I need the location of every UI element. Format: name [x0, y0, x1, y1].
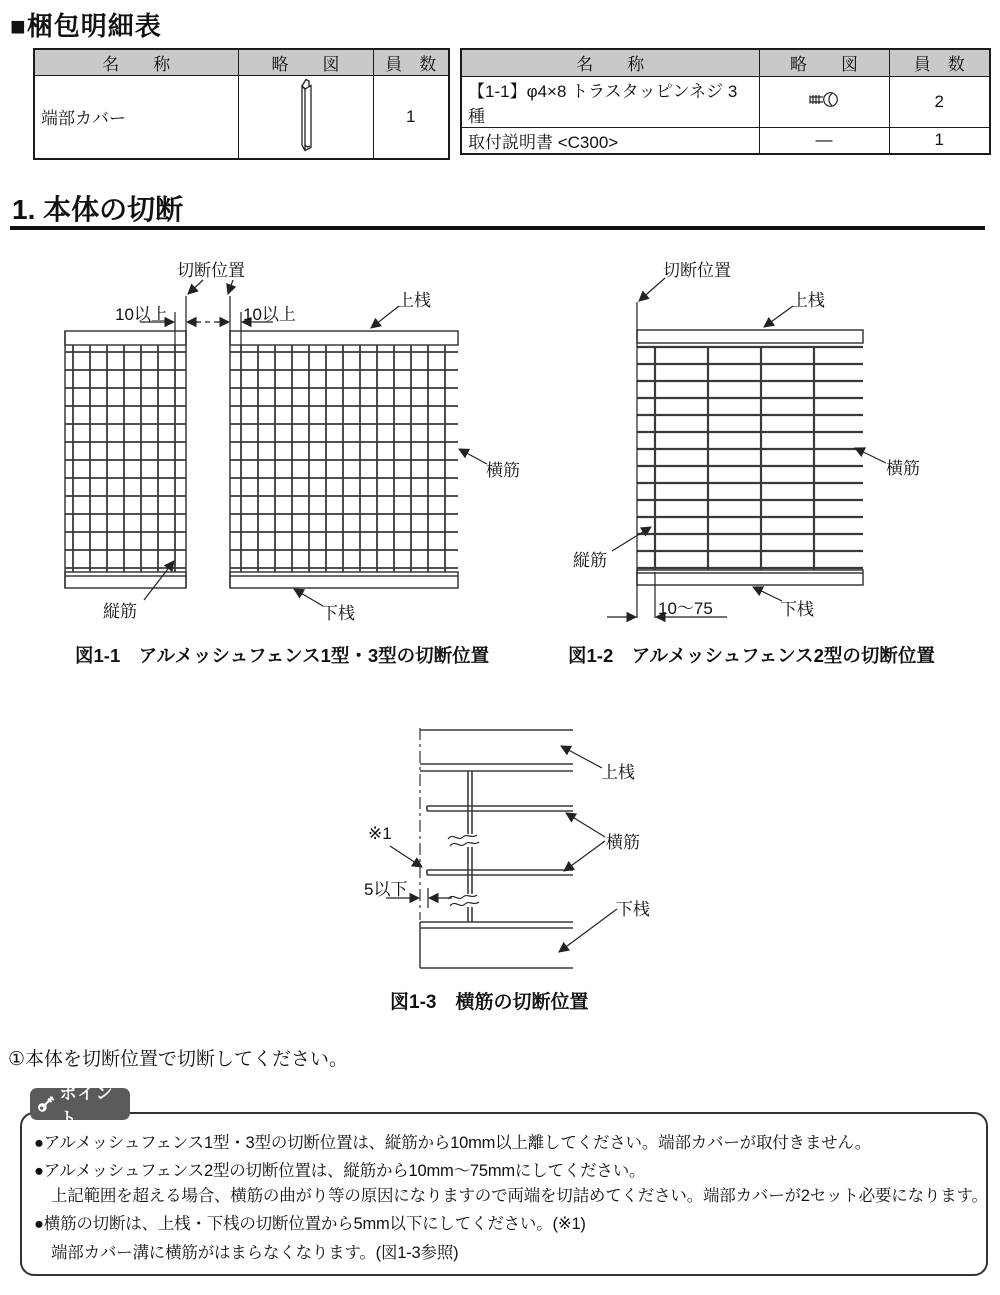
fig12-rails	[637, 330, 863, 585]
point-item: ●アルメッシュフェンス2型の切断位置は、縦筋から10mm〜75mmにしてください。	[34, 1162, 646, 1180]
fig13-label-note-ref: ※1	[368, 824, 392, 843]
fig13-top-rail	[420, 730, 573, 771]
point-box	[20, 1112, 988, 1276]
screw-sketch-cell	[759, 76, 889, 127]
fig11-label-vertical-wire: 縦筋	[103, 602, 137, 621]
fig11-right-mesh	[230, 345, 458, 572]
fig11-label-dim-right: 10以上	[243, 305, 296, 324]
fig12-label-vertical-wire: 縦筋	[573, 551, 607, 570]
table-row	[34, 76, 449, 159]
fig11-left-mesh	[65, 345, 186, 572]
fig13-label-bottom-rail: 下桟	[616, 900, 650, 919]
fig12-leaders	[612, 278, 886, 601]
figure-1-2	[555, 250, 975, 670]
table-header-row	[461, 49, 990, 76]
fig12-mesh	[637, 347, 863, 570]
screw-icon	[807, 91, 841, 108]
part-name: 【1-1】φ4×8 トラスタッピンネジ 3 種	[461, 76, 759, 127]
point-item: 上記範囲を超える場合、横筋の曲がり等の原因になりますので両端を切詰めてください。端部カバーが2セット必要になります。	[51, 1187, 988, 1205]
fig11-label-top-rail: 上桟	[397, 291, 431, 310]
col-header-sketch: 略 図	[759, 49, 889, 76]
fig13-label-dim: 5以下	[364, 880, 408, 899]
packing-table-right	[460, 48, 991, 155]
page-title: ■梱包明細表	[10, 11, 162, 41]
point-item: ●横筋の切断は、上桟・下桟の切断位置から5mm以下にしてください。(※1)	[34, 1215, 586, 1233]
fig12-label-cut-position: 切断位置	[663, 261, 731, 280]
fig12-label-horizontal-wire: 横筋	[886, 459, 920, 478]
figure-1-2-caption: 図1-2 アルメッシュフェンス2型の切断位置	[568, 645, 935, 666]
fig11-leaders	[144, 280, 487, 606]
part-qty: 2	[889, 76, 990, 127]
key-icon	[36, 1094, 56, 1114]
table-row	[461, 127, 990, 154]
col-header-sketch: 略 図	[238, 49, 373, 76]
col-header-qty: 員 数	[373, 49, 449, 76]
fig11-label-bottom-rail: 下桟	[321, 604, 355, 623]
point-tab	[30, 1084, 130, 1128]
table-header-row	[34, 49, 449, 76]
table-row	[461, 76, 990, 127]
point-item: ●アルメッシュフェンス1型・3型の切断位置は、縦筋から10mm以上離してください。端部カバーが取付きません。	[34, 1134, 872, 1152]
step-1-text: ①本体を切断位置で切断してください。	[8, 1049, 349, 1070]
section-heading: 1. 本体の切断	[12, 194, 184, 225]
fig13-label-top-rail: 上桟	[601, 763, 635, 782]
point-item: 端部カバー溝に横筋がはまらなくなります。(図1-3参照)	[51, 1244, 459, 1262]
fig13-label-horizontal-wire: 横筋	[606, 833, 640, 852]
fig13-bottom-rail	[420, 922, 573, 968]
packing-table-left	[33, 48, 450, 160]
fig11-label-cut-position: 切断位置	[177, 261, 245, 280]
figure-1-3-caption: 図1-3 横筋の切断位置	[390, 992, 589, 1013]
figure-1-1-caption: 図1-1 アルメッシュフェンス1型・3型の切断位置	[75, 645, 490, 666]
col-header-name: 名 称	[461, 49, 759, 76]
fig12-label-bottom-rail: 下桟	[780, 600, 814, 619]
fig13-leaders	[390, 746, 617, 952]
point-tab-label: ポイント	[59, 1084, 114, 1128]
figure-1-1	[55, 250, 525, 670]
no-sketch-dash: ―	[759, 127, 889, 154]
fig12-label-top-rail: 上桟	[791, 291, 825, 310]
part-name: 端部カバー	[34, 76, 238, 159]
part-qty: 1	[373, 76, 449, 159]
fig11-label-horizontal-wire: 横筋	[486, 461, 520, 480]
fig12-label-dim: 10〜75	[658, 599, 713, 618]
fig11-label-dim-left: 10以上	[115, 305, 168, 324]
figure-1-3	[340, 720, 670, 1020]
part-qty: 1	[889, 127, 990, 154]
part-name: 取付説明書 <C300>	[461, 127, 759, 154]
col-header-qty: 員 数	[889, 49, 990, 76]
end-cover-sketch-cell	[238, 76, 373, 159]
section-rule	[10, 226, 985, 230]
end-cover-icon	[293, 76, 319, 152]
col-header-name: 名 称	[34, 49, 238, 76]
